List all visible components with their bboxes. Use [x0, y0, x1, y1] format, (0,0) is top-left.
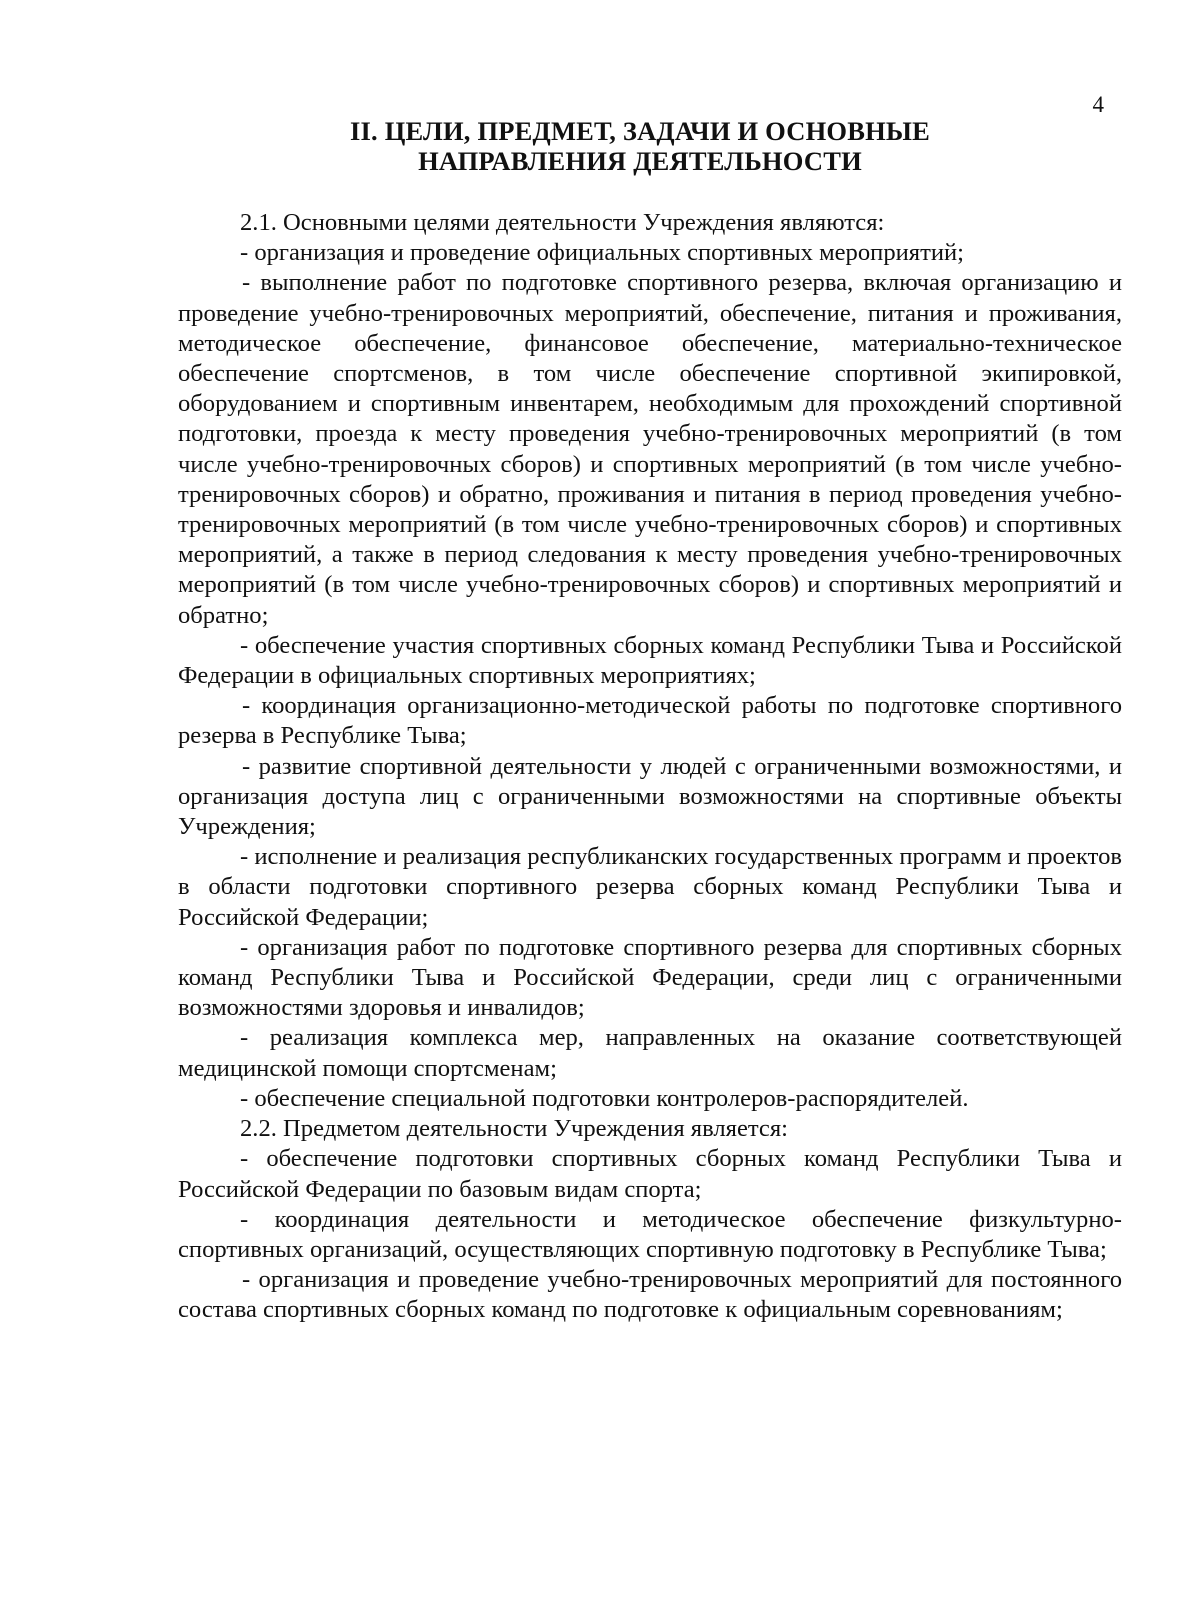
paragraph-subject-2: - координация деятельности и методическое обеспечение физкультурно-спортивных организаций, осуществляющих спортивную подготовку в Республике Тыва;: [178, 1205, 1122, 1263]
paragraph-goal-3: - обеспечение участия спортивных сборных команд Республики Тыва и Российской Федерации в официальных спортивных мероприятиях;: [178, 631, 1122, 690]
paragraph-2-1-intro: 2.1. Основными целями деятельности Учреждения являются:: [240, 209, 885, 236]
paragraph-goal-6: - исполнение и реализация республиканских государственных программ и проектов в области подготовки спортивного резерва сборных команд Республики Тыва и Российской Федерации;: [178, 843, 1122, 931]
paragraph-subject-3: - организация и проведение учебно-тренировочных мероприятий для постоянного состава спортивных сборных команд по подготовке к официальным соревнованиям;: [178, 1266, 1122, 1324]
paragraph-2-2-intro: 2.2. Предметом деятельности Учреждения является:: [240, 1115, 788, 1143]
section-heading-line-2: НАПРАВЛЕНИЯ ДЕЯТЕЛЬНОСТИ: [418, 146, 862, 176]
paragraph-goal-7: - организация работ по подготовке спортивного резерва для спортивных сборных команд Республики Тыва и Российской Федерации, среди лиц с ограниченными возможностями здоровья и инвалидов;: [178, 933, 1122, 1022]
paragraph-subject-1: - обеспечение подготовки спортивных сборных команд Республики Тыва и Российской Федерации по базовым видам спорта;: [178, 1145, 1122, 1203]
paragraph-goal-9: - обеспечение специальной подготовки контролеров-распорядителей.: [240, 1084, 969, 1112]
paragraph-goal-5: - развитие спортивной деятельности у людей с ограниченными возможностями, и организация доступа лиц с ограниченными возможностями на спортивные объекты Учреждения;: [178, 752, 1122, 841]
section-heading: [180, 116, 1100, 176]
paragraph-goal-2: - выполнение работ по подготовке спортивного резерва, включая организацию и проведение учебно-тренировочных мероприятий, обеспечение, питания и проживания, методическое обеспечение, финансовое обеспечение, материально-техническое обеспечение спортсменов, в том числе обеспечение спортивной экипировкой, оборудованием и спортивным инвентарем, необходимым для прохождений спортивной подготовки, проезда к месту проведения учебно-тренировочных мероприятий (в том числе учебно-тренировочных сборов) и спортивных мероприятий (в том числе учебно-тренировочных сборов) и обратно, проживания и питания в период проведения учебно-тренировочных мероприятий (в том числе учебно-тренировочных сборов) и спортивных мероприятий, а также в период следования к месту проведения учебно-тренировочных мероприятий (в том числе учебно-тренировочных сборов) и спортивных мероприятий и обратно;: [178, 269, 1122, 629]
document-body: [178, 208, 1122, 1326]
section-heading-line-1: II. ЦЕЛИ, ПРЕДМЕТ, ЗАДАЧИ И ОСНОВНЫЕ: [350, 116, 930, 146]
paragraph-goal-4: - координация организационно-методической работы по подготовке спортивного резерва в Республике Тыва;: [178, 692, 1122, 750]
page-number: 4: [1092, 92, 1104, 117]
paragraph-goal-1: - организация и проведение официальных спортивных мероприятий;: [240, 239, 964, 267]
paragraph-goal-8: - реализация комплекса мер, направленных на оказание соответствующей медицинской помощи спортсменам;: [178, 1024, 1122, 1082]
